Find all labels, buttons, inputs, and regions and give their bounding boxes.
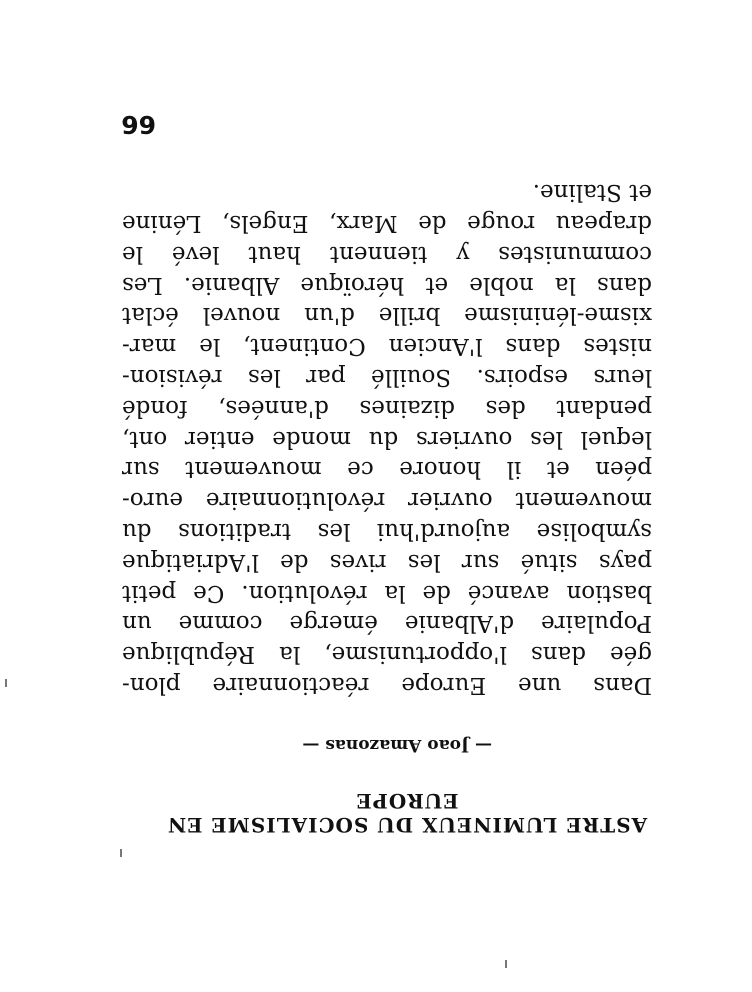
- body-line: dans la noble et héroïque Albanie. Les: [122, 271, 652, 298]
- body-line: pays situé sur les rives de l'Adriatique: [122, 548, 652, 575]
- body-line: et Staline.: [532, 179, 652, 206]
- scan-speck: [120, 849, 122, 857]
- body-line: drapeau rouge de Marx, Engels, Lénine: [122, 210, 652, 237]
- scan-speck: [5, 679, 7, 687]
- article-title-line-1: ASTRE LUMINEUX DU SOCIALISME EN: [166, 813, 648, 837]
- article-title-line-2: EUROPE: [355, 789, 459, 813]
- body-line: xisme-léninisme brille d'un nouvel éclat: [122, 302, 652, 329]
- scan-speck: [505, 960, 507, 968]
- article-body: [122, 176, 652, 700]
- body-line: nistes dans l'Ancien Continent, le mar-: [122, 333, 652, 360]
- body-line: leurs espoirs. Souillé par les révision-: [122, 364, 652, 391]
- body-line: pendant des dizaines d'années, fondé: [122, 394, 652, 421]
- body-line: lequel les ouvriers du monde entier ont,: [122, 425, 652, 452]
- body-line: Populaire d'Albanie émerge comme un: [122, 610, 652, 637]
- page-number: 66: [121, 110, 156, 139]
- body-line: mouvement ouvrier révolutionnaire euro-: [122, 487, 652, 514]
- body-line: communistes y tiennent haut levé le: [122, 240, 652, 267]
- article-author: — Joao Amazonas —: [302, 735, 492, 755]
- body-line: péen et il honore ce mouvement sur: [122, 456, 652, 483]
- article-title: [122, 789, 692, 837]
- body-line: symbolise aujourd'hui les traditions du: [122, 518, 652, 545]
- body-line: gée dans l'opportunisme, la République: [122, 641, 652, 668]
- body-line: bastion avancé de la révolution. Ce petit: [122, 579, 652, 606]
- body-line: Dans une Europe réactionnaire plon-: [122, 672, 652, 698]
